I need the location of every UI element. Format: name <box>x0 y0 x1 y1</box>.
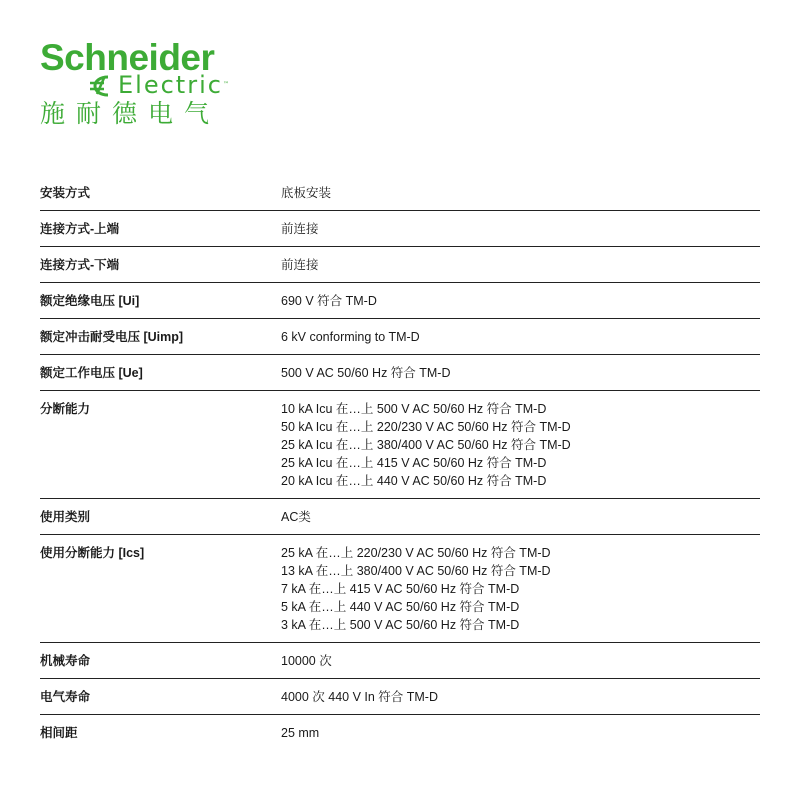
spec-value-line: 25 kA Icu 在…上 415 V AC 50/60 Hz 符合 TM-D <box>281 456 547 470</box>
spec-value-line: 25 mm <box>281 726 320 740</box>
spec-label: 连接方式-上端 <box>40 222 120 236</box>
spec-value <box>281 328 760 354</box>
spec-row <box>40 391 760 499</box>
spec-row <box>40 319 760 355</box>
spec-value-line: 10 kA Icu 在…上 500 V AC 50/60 Hz 符合 TM-D <box>281 402 547 416</box>
spec-value-line: 3 kA 在…上 500 V AC 50/60 Hz 符合 TM-D <box>281 618 520 632</box>
spec-label: 分断能力 <box>40 402 91 416</box>
spec-value-line: 50 kA Icu 在…上 220/230 V AC 50/60 Hz 符合 TM-D <box>281 420 571 434</box>
spec-value-line: 6 kV conforming to TM-D <box>281 330 420 344</box>
spec-value <box>281 292 760 318</box>
spec-value <box>281 652 760 678</box>
spec-value <box>281 724 760 750</box>
spec-row <box>40 355 760 391</box>
spec-row <box>40 175 760 211</box>
spec-row <box>40 247 760 283</box>
spec-value <box>281 220 760 246</box>
spec-value <box>281 256 760 282</box>
spec-row <box>40 499 760 535</box>
spec-value-line: 7 kA 在…上 415 V AC 50/60 Hz 符合 TM-D <box>281 582 520 596</box>
spec-value-line: 10000 次 <box>281 654 332 668</box>
spec-value-line: 25 kA Icu 在…上 380/400 V AC 50/60 Hz 符合 TM-D <box>281 438 571 452</box>
spec-label: 电气寿命 <box>40 690 91 704</box>
spec-value <box>281 184 760 210</box>
spec-value-line: 13 kA 在…上 380/400 V AC 50/60 Hz 符合 TM-D <box>281 564 551 578</box>
spec-value-line: 5 kA 在…上 440 V AC 50/60 Hz 符合 TM-D <box>281 600 520 614</box>
spec-value-line: AC类 <box>281 510 311 524</box>
spec-label: 安装方式 <box>40 186 91 200</box>
spec-label: 额定冲击耐受电压 [Uimp] <box>40 330 184 344</box>
spec-value-line: 690 V 符合 TM-D <box>281 294 377 308</box>
spec-value <box>281 508 760 534</box>
spec-value <box>281 400 760 498</box>
spec-label: 额定工作电压 [Ue] <box>40 366 143 380</box>
spec-label: 相间距 <box>40 726 78 740</box>
spec-row <box>40 211 760 247</box>
spec-row <box>40 283 760 319</box>
schneider-electric-logo <box>40 38 240 128</box>
spec-row <box>40 715 760 750</box>
logo-brand-text: Schneider <box>40 37 215 78</box>
spec-row <box>40 535 760 643</box>
spec-label: 额定绝缘电压 [Ui] <box>40 294 140 308</box>
spec-value-line: 4000 次 440 V In 符合 TM-D <box>281 690 439 704</box>
spec-label: 机械寿命 <box>40 654 91 668</box>
spec-label: 使用分断能力 [Ics] <box>40 546 145 560</box>
spec-value-line: 前连接 <box>281 222 319 236</box>
spec-row <box>40 643 760 679</box>
spec-value <box>281 364 760 390</box>
spec-value-line: 20 kA Icu 在…上 440 V AC 50/60 Hz 符合 TM-D <box>281 474 547 488</box>
spec-value <box>281 544 760 642</box>
spec-table <box>40 175 760 750</box>
spec-value-line: 底板安装 <box>281 186 332 200</box>
spec-value <box>281 688 760 714</box>
spec-label: 使用类别 <box>40 510 91 524</box>
logo-chinese-text: 施耐德电气 <box>40 99 221 128</box>
spec-label: 连接方式-下端 <box>40 258 120 272</box>
spec-value-line: 前连接 <box>281 258 319 272</box>
spec-value-line: 25 kA 在…上 220/230 V AC 50/60 Hz 符合 TM-D <box>281 546 551 560</box>
spec-value-line: 500 V AC 50/60 Hz 符合 TM-D <box>281 366 451 380</box>
logo-sub-text: Electric™ <box>118 71 229 99</box>
spec-row <box>40 679 760 715</box>
